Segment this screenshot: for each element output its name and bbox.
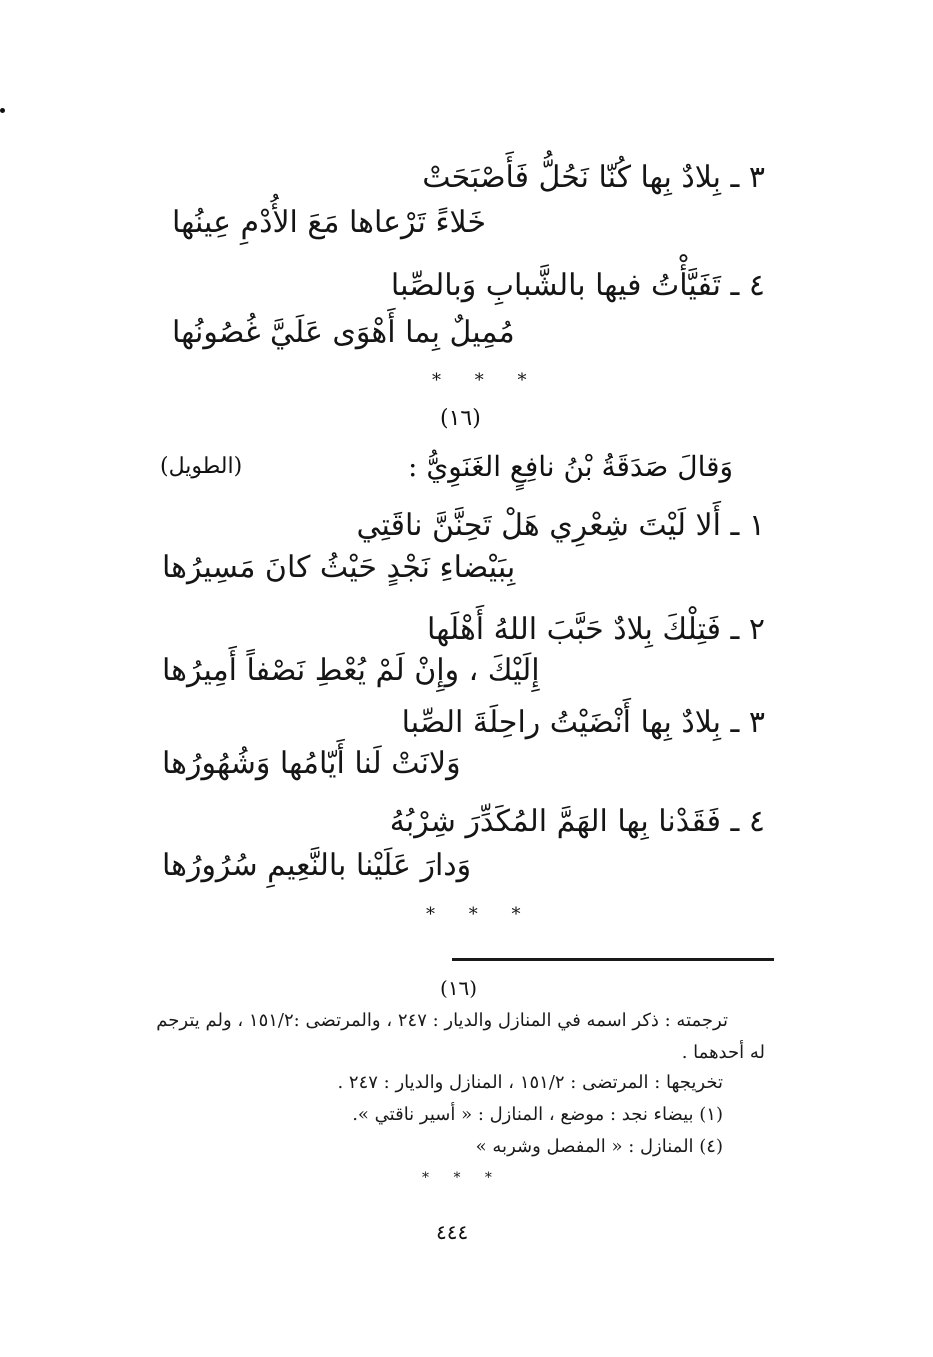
footnote-note-1: (١) بيضاء نجد : موضع ، المنازل : « أسير ناقتي ». xyxy=(352,1104,723,1125)
verse-first-hemistich: ٣ ـ بِلادٌ بِها كُنّا نَحُلُّ فَأَصْبَحَتْ xyxy=(422,160,765,195)
verse-second-hemistich: خَلاءً تَرْعاها مَعَ الأُدْمِ عِينُها xyxy=(172,205,486,240)
verse-second-hemistich: وَدارَ عَلَيْنا بالنَّعِيمِ سُرُورُها xyxy=(162,848,472,883)
poem-intro: وَقالَ صَدَقَةُ بْنُ نافِعٍ الغَنَوِيُّ : xyxy=(408,450,733,483)
verse-first-hemistich: ٤ ـ تَفَيَّأْتُ فيها بالشَّبابِ وَبالصِّبا xyxy=(390,268,765,303)
section-separator: * * * xyxy=(432,370,541,391)
verse-first-hemistich: ١ ـ أَلا لَيْتَ شِعْرِي هَلْ تَحِنَّنَّ ناقَتِي xyxy=(356,508,765,543)
page-number: ٤٤٤ xyxy=(436,1220,469,1244)
verse-first-hemistich: ٤ ـ فَقَدْنا بِها الهَمَّ المُكَدِّرَ شِرْبُهُ xyxy=(389,804,765,839)
verse-first-hemistich: ٢ ـ فَتِلْكَ بِلادٌ حَبَّبَ اللهُ أَهْلَها xyxy=(427,612,765,647)
verse-first-hemistich: ٣ ـ بِلادٌ بِها أَنْضَيْتُ راحِلَةَ الصِّبا xyxy=(401,705,765,740)
footnote-biography: ترجمته : ذكر اسمه في المنازل والديار : ٢٤٧ ، والمرتضى :١٥١/٢ ، ولم يترجم xyxy=(156,1010,728,1031)
margin-mark xyxy=(0,108,5,113)
poem-meter: (الطويل) xyxy=(160,454,243,479)
footnote-takhrij: تخريجها : المرتضى : ١٥١/٢ ، المنازل والديار : ٢٤٧ . xyxy=(337,1072,723,1093)
section-separator: * * * xyxy=(426,904,535,925)
footnote-note-4: (٤) المنازل : « المفصل وشربه » xyxy=(475,1136,723,1157)
footnote-biography-cont: له أحدهما . xyxy=(681,1042,765,1063)
footnote-poem-number: (١٦) xyxy=(440,976,478,1000)
verse-second-hemistich: مُمِيلٌ بِما أَهْوَى عَلَيَّ غُصُونُها xyxy=(172,315,515,350)
poem-number: (١٦) xyxy=(440,406,481,431)
footnote-rule xyxy=(452,958,774,961)
footnote-separator: * * * xyxy=(422,1170,502,1186)
verse-second-hemistich: بِبَيْضاءِ نَجْدٍ حَيْثُ كانَ مَسِيرُها xyxy=(162,550,516,585)
verse-second-hemistich: وَلانَتْ لَنا أَيّامُها وَشُهُورُها xyxy=(162,746,461,781)
verse-second-hemistich: إِلَيْكَ ، وإِنْ لَمْ يُعْطِ نَصْفاً أَمِيرُها xyxy=(162,653,540,688)
